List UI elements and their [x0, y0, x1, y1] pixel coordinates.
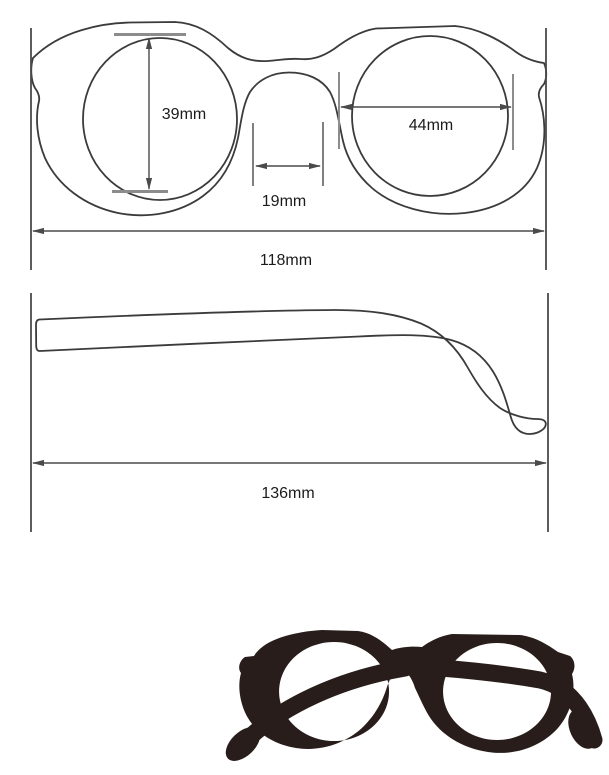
right-lens-outline [352, 36, 508, 196]
temple-length-dimension [31, 293, 548, 532]
bridge-width-dimension [253, 122, 323, 210]
lens-width-dimension [339, 72, 513, 150]
folded-glasses-silhouette [220, 630, 604, 767]
lens-height-label: 39mm [161, 106, 207, 123]
lens-width-label: 44mm [408, 117, 454, 134]
lens-height-dimension [112, 35, 206, 192]
frame-width-dimension [31, 28, 546, 270]
frame-width-label: 118mm [259, 252, 313, 269]
temple-length-label: 136mm [261, 485, 315, 502]
silhouette-frame-front [239, 630, 574, 753]
left-lens-outline [83, 38, 237, 200]
front-view-drawing [31, 22, 546, 270]
side-view-drawing [31, 293, 548, 532]
bridge-width-label: 19mm [261, 193, 307, 210]
temple-arm-outline [36, 310, 546, 434]
